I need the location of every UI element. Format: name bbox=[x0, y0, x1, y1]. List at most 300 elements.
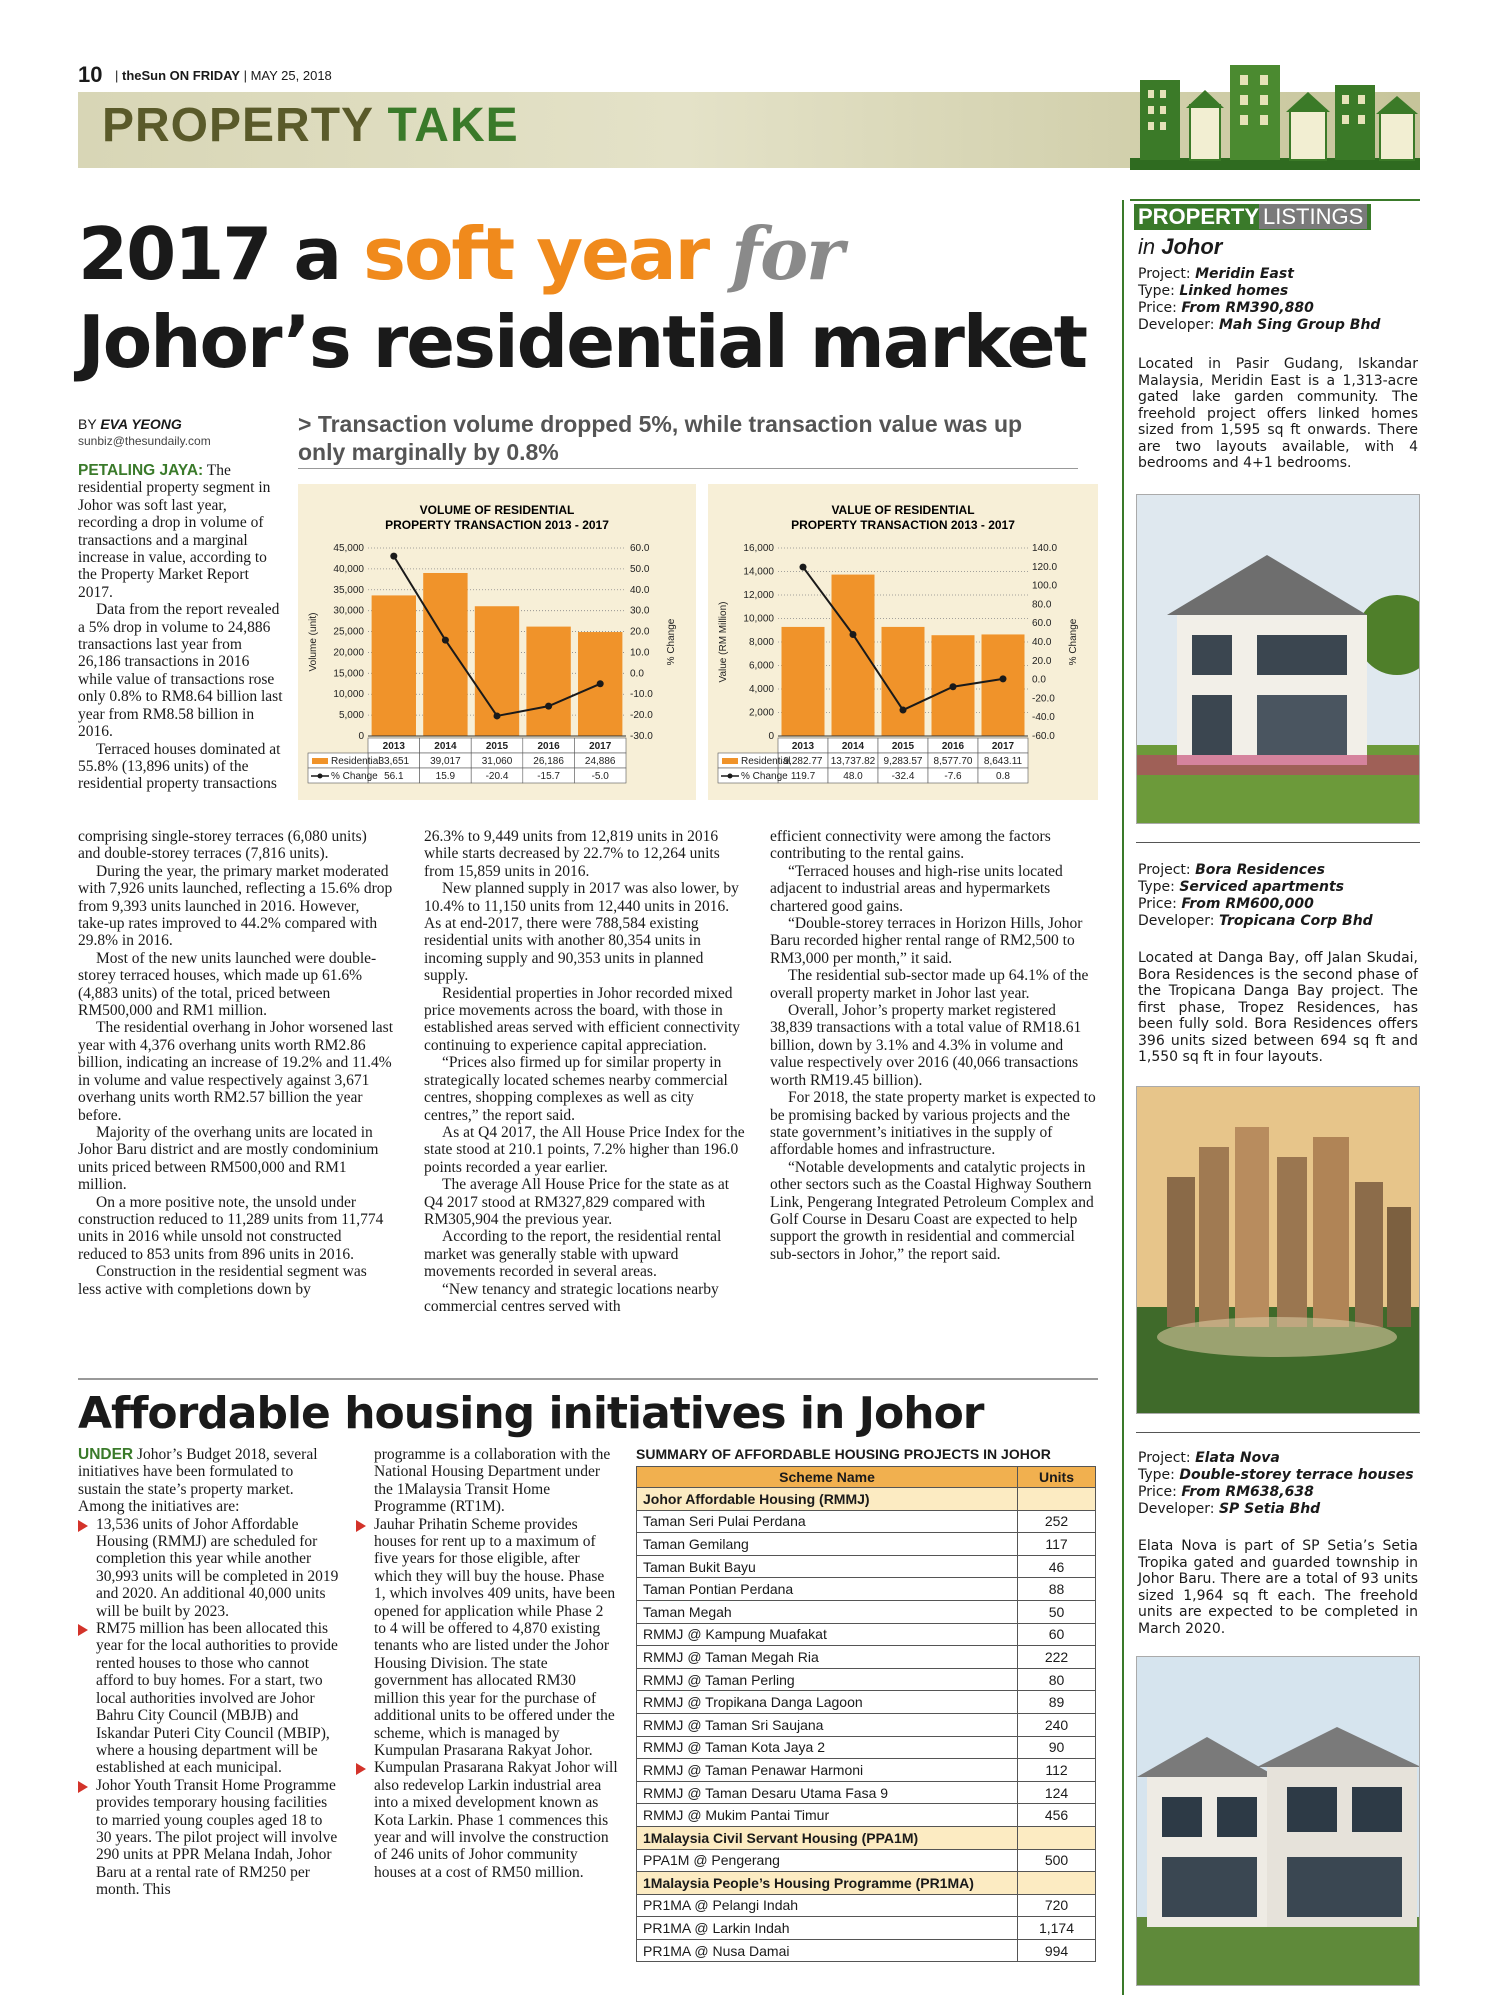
units-cell: 117 bbox=[1018, 1533, 1096, 1556]
bullet-triangle-icon bbox=[78, 1520, 88, 1532]
value: From RM600,000 bbox=[1181, 896, 1314, 912]
listing-project bbox=[1138, 266, 1418, 283]
scheme-name-cell: RMMJ @ Taman Perling bbox=[637, 1668, 1018, 1691]
y2-axis-label: % Change bbox=[1068, 618, 1079, 666]
value: SP Setia Bhd bbox=[1218, 1501, 1321, 1517]
column-header-units: Units bbox=[1018, 1467, 1096, 1488]
value: Tropicana Corp Bhd bbox=[1218, 913, 1373, 929]
data-label: -5.0 bbox=[591, 771, 609, 782]
y-tick-label: 10,000 bbox=[743, 613, 774, 625]
value: Elata Nova bbox=[1195, 1450, 1280, 1466]
affordable-intro-text: Johor’s Budget 2018, several initiatives have been formulated to sustain the state’s property market. Among the initiatives are: bbox=[78, 1446, 318, 1516]
listing-developer bbox=[1138, 1501, 1418, 1518]
y2-tick-label: -60.0 bbox=[1032, 731, 1055, 742]
headline-soft-year: soft year bbox=[363, 212, 709, 296]
scheme-name-cell: Taman Bukit Bayu bbox=[637, 1555, 1018, 1578]
change-point bbox=[900, 707, 907, 714]
y2-tick-label: 120.0 bbox=[1032, 561, 1058, 573]
volume-chart-panel bbox=[298, 484, 696, 800]
author-email[interactable]: sunbiz@thesundaily.com bbox=[78, 434, 211, 448]
category-label: 2014 bbox=[434, 741, 457, 752]
bullet-item bbox=[78, 1777, 340, 1899]
y-tick-label: 2,000 bbox=[748, 707, 774, 719]
scheme-name-cell: Taman Megah bbox=[637, 1600, 1018, 1623]
paragraph: Terraced houses dominated at 55.8% (13,896 units) of the residential property transactions bbox=[78, 740, 281, 793]
legend-label: Residential bbox=[331, 756, 381, 767]
bar bbox=[882, 627, 925, 736]
article-column-2 bbox=[424, 828, 749, 1315]
category-label: 2015 bbox=[485, 741, 509, 752]
listings-title-light: LISTINGS bbox=[1259, 204, 1367, 229]
listing-3-photo bbox=[1136, 1656, 1420, 1986]
label: Project: bbox=[1138, 862, 1191, 878]
y-tick-label: 0 bbox=[358, 731, 364, 742]
y2-tick-label: -20.0 bbox=[1032, 693, 1055, 705]
lead-paragraph bbox=[78, 462, 283, 601]
table-row bbox=[637, 1849, 1096, 1872]
y-tick-label: 16,000 bbox=[743, 543, 774, 554]
data-label: 15.9 bbox=[435, 771, 456, 782]
data-label: 56.1 bbox=[384, 771, 404, 782]
data-label: 9,282.77 bbox=[783, 756, 823, 767]
data-label: -15.7 bbox=[537, 771, 560, 782]
listing-2-photo bbox=[1136, 1086, 1420, 1414]
y2-tick-label: 80.0 bbox=[1032, 599, 1052, 611]
y-tick-label: 25,000 bbox=[333, 626, 364, 638]
volume-chart bbox=[298, 484, 696, 800]
units-cell: 456 bbox=[1018, 1804, 1096, 1827]
listing-1-photo bbox=[1136, 494, 1420, 824]
paragraph: programme is a collaboration with the National Housing Department under the 1Malaysia Transit Home Programme (RT1M). bbox=[374, 1446, 611, 1516]
byline-prefix: BY bbox=[78, 416, 97, 432]
article-column-1-bottom bbox=[78, 828, 393, 1298]
data-label: 13,737.82 bbox=[830, 756, 876, 767]
paragraph: “Prices also firmed up for similar property in strategically located schemes nearby commercial centres, shopping complexes as well as city centres,” the report said. bbox=[424, 1054, 728, 1124]
data-label: -20.4 bbox=[485, 771, 509, 782]
value: Double-storey terrace houses bbox=[1179, 1467, 1414, 1483]
units-cell: 720 bbox=[1018, 1894, 1096, 1917]
y2-tick-label: 40.0 bbox=[630, 584, 650, 596]
article-headline bbox=[78, 210, 1098, 386]
listing-price bbox=[1138, 896, 1418, 913]
y-axis-label: Value (RM Million) bbox=[718, 601, 729, 683]
y-tick-label: 15,000 bbox=[333, 668, 364, 680]
scheme-name-cell: RMMJ @ Taman Megah Ria bbox=[637, 1646, 1018, 1669]
bullet-triangle-icon bbox=[356, 1520, 366, 1532]
chart-title: VOLUME OF RESIDENTIAL bbox=[419, 503, 575, 517]
change-point bbox=[850, 631, 857, 638]
bar bbox=[526, 627, 570, 736]
y-axis-label: Volume (unit) bbox=[308, 612, 319, 672]
units-cell: 994 bbox=[1018, 1939, 1096, 1962]
bar bbox=[782, 627, 825, 736]
publication-date: MAY 25, 2018 bbox=[250, 68, 332, 83]
paragraph: Residential properties in Johor recorded mixed price movements across the board, with those in established areas served with efficient connectivity continuing to experience capital appreciation. bbox=[424, 984, 741, 1054]
data-label: 48.0 bbox=[843, 771, 863, 782]
paragraph: As at Q4 2017, the All House Price Index for the state stood at 210.1 points, 7.2% higher than 196.0 points recorded a year earlier. bbox=[424, 1123, 745, 1176]
units-cell: 1,174 bbox=[1018, 1917, 1096, 1940]
bullet-item bbox=[356, 1759, 618, 1881]
category-label: 2013 bbox=[791, 741, 815, 752]
y2-tick-label: -30.0 bbox=[630, 731, 653, 742]
bullet-triangle-icon bbox=[78, 1781, 88, 1793]
data-label: 31,060 bbox=[481, 756, 513, 767]
paragraph: “Terraced houses and high-rise units located adjacent to industrial areas and hypermarkets chartered good gains. bbox=[770, 862, 1063, 915]
affordable-intro bbox=[78, 1446, 340, 1516]
data-label: 9,283.57 bbox=[883, 756, 923, 767]
label: Type: bbox=[1138, 1467, 1175, 1483]
table-row bbox=[637, 1533, 1096, 1556]
listings-title-bold: PROPERTY bbox=[1138, 204, 1260, 229]
y2-tick-label: 40.0 bbox=[1032, 637, 1052, 648]
table-row bbox=[637, 1781, 1096, 1804]
category-label: 2017 bbox=[589, 741, 612, 752]
byline bbox=[78, 416, 182, 432]
y2-tick-label: 60.0 bbox=[1032, 618, 1052, 630]
y2-tick-label: -10.0 bbox=[630, 689, 653, 701]
bullet-text: Johor Youth Transit Home Programme provides temporary housing facilities to married young couples aged 18 to 30 years. The pilot project will involve 290 units at PPR Melana Indah, Johor Baru at a rental rate of RM250 per month. This bbox=[96, 1776, 338, 1899]
article-column-3 bbox=[770, 828, 1100, 1263]
lead-text: The residential property segment in Johor was soft last year, recording a drop in volume of transactions and a marginal increase in value, according to the Property Market Report 2017. bbox=[78, 462, 271, 601]
y-tick-label: 8,000 bbox=[748, 637, 774, 648]
author-name: EVA YEONG bbox=[100, 416, 182, 432]
affordable-housing-table bbox=[636, 1466, 1096, 1962]
scheme-name-cell: RMMJ @ Taman Penawar Harmoni bbox=[637, 1759, 1018, 1782]
category-label: 2013 bbox=[382, 741, 405, 752]
bullet-text: Kumpulan Prasarana Rakyat Johor will also redevelop Larkin industrial area into a mixed development known as Kota Larkin. Phase 1 commences this year and will involve the construction of 246 units of Johor community houses at a cost of RM50 million. bbox=[374, 1759, 618, 1881]
units-cell: 222 bbox=[1018, 1646, 1096, 1669]
section-divider bbox=[78, 1378, 1098, 1380]
listing-developer bbox=[1138, 913, 1418, 930]
paragraph: The average All House Price for the state as at Q4 2017 stood at RM327,829 compared with RM305,904 the previous year. bbox=[424, 1176, 730, 1228]
paragraph: Construction in the residential segment was less active with completions down by bbox=[78, 1263, 367, 1298]
category-label: 2014 bbox=[841, 741, 865, 752]
y2-tick-label: 0.0 bbox=[630, 668, 644, 680]
data-label: 8,577.70 bbox=[933, 756, 973, 767]
legend-marker bbox=[318, 774, 323, 779]
label: Type: bbox=[1138, 879, 1175, 895]
y-tick-label: 35,000 bbox=[333, 584, 364, 596]
table-header-row bbox=[637, 1467, 1096, 1488]
y-tick-label: 10,000 bbox=[333, 689, 364, 701]
y-tick-label: 0 bbox=[768, 731, 774, 742]
paragraph: According to the report, the residential rental market was generally stable with upward movements recorded in several areas. bbox=[424, 1228, 722, 1281]
listing-developer bbox=[1138, 317, 1418, 334]
change-point bbox=[545, 703, 552, 710]
scheme-name-cell: 1Malaysia People’s Housing Programme (PR1MA) bbox=[637, 1872, 1018, 1895]
listing-1-description: Located in Pasir Gudang, Iskandar Malaysia, Meridin East is a 1,313-acre gated lake garden community. The freehold project offers linked homes sized from 1,595 sq ft onwards. There are two layouts available, with 4 bedrooms and 4+1 bedrooms. bbox=[1138, 356, 1418, 471]
scheme-name-cell: Johor Affordable Housing (RMMJ) bbox=[637, 1488, 1018, 1511]
bullet-text: 13,536 units of Johor Affordable Housing (RMMJ) are scheduled for completion this year while another 30,993 units will be completed in 2019 and 2020. An additional 40,000 units will be built by 2023. bbox=[96, 1515, 339, 1620]
table-row bbox=[637, 1555, 1096, 1578]
paragraph: Data from the report revealed a 5% drop in volume to 24,886 transactions last year from 26,186 transactions in 2016 while value of transactions rose only 0.8% to RM8.64 billion last year from RM8.58 billion in 2016. bbox=[78, 601, 283, 741]
paragraph: For 2018, the state property market is expected to be promising backed by various projects and the state government’s initiatives in the supply of affordable homes and infrastructure. bbox=[770, 1089, 1096, 1159]
paragraph: Most of the new units launched were double-storey terraced houses, which made up 61.6% (4,883 units) of the total, priced between RM500,000 and RM1 million. bbox=[78, 949, 377, 1020]
table-row bbox=[637, 1600, 1096, 1623]
listing-price bbox=[1138, 300, 1418, 317]
y2-tick-label: 30.0 bbox=[630, 605, 650, 617]
value-chart-panel bbox=[708, 484, 1098, 800]
bar bbox=[423, 573, 467, 736]
label: Price: bbox=[1138, 1484, 1177, 1500]
label: Project: bbox=[1138, 266, 1191, 282]
affordable-housing-headline: Affordable housing initiatives in Johor bbox=[78, 1388, 984, 1439]
scheme-name-cell: RMMJ @ Kampung Muafakat bbox=[637, 1623, 1018, 1646]
scheme-name-cell: 1Malaysia Civil Servant Housing (PPA1M) bbox=[637, 1826, 1018, 1849]
y-tick-label: 12,000 bbox=[743, 590, 774, 601]
paragraph: The residential overhang in Johor worsened last year with 4,376 overhang units worth RM2.86 billion, indicating an increase of 19.2% and 11.4% in volume and value respectively against 3,671 overhang units worth RM2.57 billion the year before. bbox=[78, 1019, 393, 1124]
units-cell: 60 bbox=[1018, 1623, 1096, 1646]
scheme-name-cell: PR1MA @ Pelangi Indah bbox=[637, 1894, 1018, 1917]
units-cell: 124 bbox=[1018, 1781, 1096, 1804]
scheme-name-cell: RMMJ @ Taman Sri Saujana bbox=[637, 1713, 1018, 1736]
value-chart bbox=[708, 484, 1098, 800]
category-label: 2016 bbox=[941, 741, 965, 752]
data-label: 26,186 bbox=[533, 756, 564, 767]
table-row bbox=[637, 1668, 1096, 1691]
units-cell: 90 bbox=[1018, 1736, 1096, 1759]
table-row bbox=[637, 1510, 1096, 1533]
data-label: 8,643.11 bbox=[983, 756, 1023, 767]
y2-tick-label: 0.0 bbox=[1032, 674, 1046, 686]
y-tick-label: 14,000 bbox=[743, 566, 774, 578]
scheme-name-cell: PR1MA @ Larkin Indah bbox=[637, 1917, 1018, 1940]
dateline: PETALING JAYA: bbox=[78, 462, 204, 479]
paragraph: Overall, Johor’s property market registered 38,839 transactions with a total value of RM18.61 billion, down by 3.1% and 4.3% in volume and value respectively over 2016 (40,066 transactions worth RM19.45 billion). bbox=[770, 1002, 1082, 1089]
chart-title: VALUE OF RESIDENTIAL bbox=[831, 503, 975, 517]
listing-project bbox=[1138, 862, 1418, 879]
publication-line: | theSun ON FRIDAY | MAY 25, 2018 bbox=[115, 68, 332, 83]
section-title bbox=[102, 98, 519, 153]
paragraph: “Notable developments and catalytic projects in other sectors such as the Coastal Highway Southern Link, Pengerang Integrated Petroleum Complex and Golf Course in Desaru Coast are expected to help support the growth in residential and commercial sub-sectors in Johor,” the report said. bbox=[770, 1158, 1094, 1263]
scheme-name-cell: RMMJ @ Taman Kota Jaya 2 bbox=[637, 1736, 1018, 1759]
legend-label: % Change bbox=[331, 771, 378, 782]
change-point bbox=[950, 683, 957, 690]
change-point bbox=[390, 553, 397, 560]
y2-tick-label: 60.0 bbox=[630, 543, 650, 554]
data-label: -7.6 bbox=[944, 771, 962, 782]
y2-tick-label: 140.0 bbox=[1032, 543, 1058, 554]
scheme-name-cell: RMMJ @ Mukim Pantai Timur bbox=[637, 1804, 1018, 1827]
standfirst: > Transaction volume dropped 5%, while transaction value was up only marginally by 0.8% bbox=[298, 411, 1023, 465]
scheme-name-cell: Taman Gemilang bbox=[637, 1533, 1018, 1556]
category-label: 2017 bbox=[991, 741, 1015, 752]
headline-part-1: 2017 a bbox=[78, 212, 364, 296]
bar bbox=[372, 595, 416, 736]
listings-top-rule bbox=[1130, 199, 1420, 201]
bullet-triangle-icon bbox=[78, 1624, 88, 1636]
legend-label: Residential bbox=[741, 756, 791, 767]
paragraph: During the year, the primary market moderated with 7,926 units launched, reflecting a 15.6% drop from 9,393 units launched in 2016. However, take-up rates improved to 44.2% compared with 29.8% in 2016. bbox=[78, 862, 393, 950]
y2-tick-label: 20.0 bbox=[630, 626, 650, 638]
paragraph: The residential sub-sector made up 64.1% of the overall property market in Johor last year. bbox=[770, 967, 1089, 1002]
table-row bbox=[637, 1646, 1096, 1669]
listing-project bbox=[1138, 1450, 1418, 1467]
listing-1-details bbox=[1138, 266, 1418, 334]
y-tick-label: 40,000 bbox=[333, 563, 364, 575]
label: Developer: bbox=[1138, 1501, 1215, 1517]
value: Linked homes bbox=[1179, 283, 1289, 299]
listing-type bbox=[1138, 283, 1418, 300]
listing-2-description: Located at Danga Bay, off Jalan Skudai, Bora Residences is the second phase of the Tropicana Danga Bay project. The first phase, Tropez Residences, has been fully sold. Bora Residences offers 396 units sized between 694 sq ft and 1,550 sq ft in four layouts. bbox=[1138, 950, 1418, 1065]
skyline-illustration bbox=[1130, 50, 1420, 170]
y2-tick-label: -20.0 bbox=[630, 710, 653, 722]
data-label: -32.4 bbox=[891, 771, 915, 782]
legend-label: % Change bbox=[741, 771, 788, 782]
category-label: 2016 bbox=[537, 741, 560, 752]
listings-vertical-rule bbox=[1122, 200, 1124, 1995]
value: Serviced apartments bbox=[1179, 879, 1345, 895]
listing-3-description: Elata Nova is part of SP Setia’s Setia Tropika gated and guarded township in Johor Baru. There are a total of 93 units sized 1,964 sq ft each. The freehold units are expected to be completed in March 2020. bbox=[1138, 1538, 1418, 1637]
paragraph: efficient connectivity were among the factors contributing to the rental gains. bbox=[770, 828, 1051, 863]
units-cell bbox=[1018, 1872, 1096, 1895]
y2-tick-label: -40.0 bbox=[1032, 712, 1055, 724]
affordable-kicker: UNDER bbox=[78, 1446, 134, 1463]
bullet-text: Jauhar Prihatin Scheme provides houses for rent up to a maximum of five years for those eligible, after which they will buy the house. Phase 1, which involves 409 units, have been opened for application while Phase 2 to 4 will be offered to 4,870 existing tenants who are listed under the Johor Housing Division. The state government has allocated RM30 million this year for the purchase of additional units to be offered under the scheme, which is managed by Kumpulan Prasarana Rakyat Johor. bbox=[374, 1515, 616, 1759]
units-cell: 80 bbox=[1018, 1668, 1096, 1691]
chart-title: PROPERTY TRANSACTION 2013 - 2017 bbox=[791, 518, 1015, 532]
value: From RM638,638 bbox=[1181, 1484, 1314, 1500]
y2-tick-label: 20.0 bbox=[1032, 655, 1052, 667]
data-label: 33,651 bbox=[378, 756, 410, 767]
table-title: SUMMARY OF AFFORDABLE HOUSING PROJECTS IN JOHOR bbox=[636, 1446, 1051, 1462]
publication-name: theSun ON FRIDAY bbox=[122, 68, 240, 83]
bullet-triangle-icon bbox=[356, 1763, 366, 1775]
listings-location-name: Johor bbox=[1161, 234, 1223, 259]
y-tick-label: 6,000 bbox=[748, 660, 774, 672]
category-label: 2015 bbox=[891, 741, 915, 752]
listing-separator bbox=[1136, 842, 1420, 843]
legend-swatch bbox=[722, 758, 738, 764]
listing-2-details bbox=[1138, 862, 1418, 930]
scheme-name-cell: PPA1M @ Pengerang bbox=[637, 1849, 1018, 1872]
units-cell: 88 bbox=[1018, 1578, 1096, 1601]
legend-marker bbox=[728, 774, 733, 779]
listing-type bbox=[1138, 879, 1418, 896]
section-title-property: PROPERTY bbox=[102, 99, 374, 152]
units-cell: 240 bbox=[1018, 1713, 1096, 1736]
bar bbox=[982, 634, 1025, 736]
scheme-name-cell: Taman Pontian Perdana bbox=[637, 1578, 1018, 1601]
y-tick-label: 45,000 bbox=[333, 543, 364, 554]
y2-tick-label: 100.0 bbox=[1032, 580, 1058, 592]
bullet-text: RM75 million has been allocated this year for the local authorities to provide rented houses to those who cannot afford to buy homes. For a start, two local authorities involved are Johor Bahru City Council (MBJB) and Iskandar Puteri City Council (MBIP), where a housing department will be established at each municipal. bbox=[96, 1620, 338, 1777]
label: Price: bbox=[1138, 300, 1177, 316]
y2-tick-label: 50.0 bbox=[630, 563, 650, 575]
table-row bbox=[637, 1578, 1096, 1601]
table-row bbox=[637, 1804, 1096, 1827]
data-label: 0.8 bbox=[996, 771, 1010, 782]
listing-type bbox=[1138, 1467, 1418, 1484]
units-cell: 500 bbox=[1018, 1849, 1096, 1872]
y2-tick-label: 10.0 bbox=[630, 647, 650, 659]
paragraph: “New tenancy and strategic locations nearby commercial centres served with bbox=[424, 1280, 719, 1315]
chart-title: PROPERTY TRANSACTION 2013 - 2017 bbox=[385, 518, 609, 532]
y-tick-label: 4,000 bbox=[748, 684, 774, 695]
scheme-name-cell: RMMJ @ Taman Desaru Utama Fasa 9 bbox=[637, 1781, 1018, 1804]
change-point bbox=[494, 712, 501, 719]
change-point bbox=[800, 564, 807, 571]
legend-swatch bbox=[312, 758, 328, 764]
change-point bbox=[597, 680, 604, 687]
data-label: 24,886 bbox=[584, 756, 616, 767]
scheme-name-cell: RMMJ @ Tropikana Danga Lagoon bbox=[637, 1691, 1018, 1714]
listings-location bbox=[1138, 234, 1222, 260]
value: Meridin East bbox=[1195, 266, 1294, 282]
units-cell bbox=[1018, 1826, 1096, 1849]
table-row bbox=[637, 1713, 1096, 1736]
page-number: 10 bbox=[78, 62, 103, 87]
listings-title bbox=[1134, 204, 1371, 230]
label: Developer: bbox=[1138, 317, 1215, 333]
scheme-name-cell: PR1MA @ Nusa Damai bbox=[637, 1939, 1018, 1962]
column-header-scheme: Scheme Name bbox=[637, 1467, 1018, 1488]
change-point bbox=[1000, 675, 1007, 682]
label: Price: bbox=[1138, 896, 1177, 912]
affordable-column-1 bbox=[78, 1446, 340, 1899]
scheme-name-cell: Taman Seri Pulai Perdana bbox=[637, 1510, 1018, 1533]
table-row bbox=[637, 1736, 1096, 1759]
article-column-1-top bbox=[78, 462, 283, 793]
y-tick-label: 30,000 bbox=[333, 605, 364, 617]
units-cell: 112 bbox=[1018, 1759, 1096, 1782]
paragraph: “Double-storey terraces in Horizon Hills, Johor Baru recorded higher rental range of RM2,500 to RM3,000 per month,” it said. bbox=[770, 915, 1083, 967]
paragraph: New planned supply in 2017 was also lower, by 10.4% to 11,150 units from 12,440 units in 2016. As at end-2017, there were 788,584 existing residential units with another 80,354 units in incoming supply and 90,353 units in planned supply. bbox=[424, 880, 739, 985]
units-cell: 46 bbox=[1018, 1555, 1096, 1578]
units-cell: 252 bbox=[1018, 1510, 1096, 1533]
bar bbox=[832, 575, 875, 736]
section-title-take: TAKE bbox=[387, 99, 519, 152]
listing-3-details bbox=[1138, 1450, 1418, 1518]
y-tick-label: 5,000 bbox=[338, 710, 364, 722]
paragraph: Majority of the overhang units are located in Johor Baru district and are mostly condominium units priced between RM500,000 and RM1 million. bbox=[78, 1123, 379, 1194]
table-group-row bbox=[637, 1826, 1096, 1849]
label: Project: bbox=[1138, 1450, 1191, 1466]
value: From RM390,880 bbox=[1181, 300, 1314, 316]
table-row bbox=[637, 1917, 1096, 1940]
standfirst-rule bbox=[298, 468, 1078, 469]
paragraph: 26.3% to 9,449 units from 12,819 units in 2016 while starts decreased by 22.7% to 12,264 units from 15,859 units in 2016. bbox=[424, 828, 720, 880]
bullet-item bbox=[78, 1620, 340, 1777]
units-cell: 89 bbox=[1018, 1691, 1096, 1714]
affordable-column-2 bbox=[356, 1446, 618, 1881]
listing-separator bbox=[1136, 1432, 1420, 1433]
label: Developer: bbox=[1138, 913, 1215, 929]
table-row bbox=[637, 1691, 1096, 1714]
data-label: 39,017 bbox=[430, 756, 461, 767]
data-label: 119.7 bbox=[790, 771, 816, 782]
paragraph: comprising single-storey terraces (6,080 units) and double-storey terraces (7,816 units). bbox=[78, 828, 367, 863]
paragraph: On a more positive note, the unsold under construction reduced to 11,289 units from 11,774 units in 2016 while unsold not constructed reduced to 853 units from 896 units in 2016. bbox=[78, 1193, 384, 1263]
listings-in: in bbox=[1138, 234, 1156, 259]
table-group-row bbox=[637, 1488, 1096, 1511]
label: Type: bbox=[1138, 283, 1175, 299]
units-cell bbox=[1018, 1488, 1096, 1511]
value: Bora Residences bbox=[1195, 862, 1325, 878]
value: Mah Sing Group Bhd bbox=[1218, 317, 1381, 333]
bullet-item bbox=[356, 1516, 618, 1760]
table-row bbox=[637, 1759, 1096, 1782]
headline-part-2: Johor’s residential market bbox=[78, 300, 1087, 384]
y-tick-label: 20,000 bbox=[333, 647, 364, 659]
table-row bbox=[637, 1894, 1096, 1917]
y2-axis-label: % Change bbox=[666, 618, 677, 666]
change-point bbox=[442, 637, 449, 644]
units-cell: 50 bbox=[1018, 1600, 1096, 1623]
table-row bbox=[637, 1623, 1096, 1646]
table-group-row bbox=[637, 1872, 1096, 1895]
listing-price bbox=[1138, 1484, 1418, 1501]
